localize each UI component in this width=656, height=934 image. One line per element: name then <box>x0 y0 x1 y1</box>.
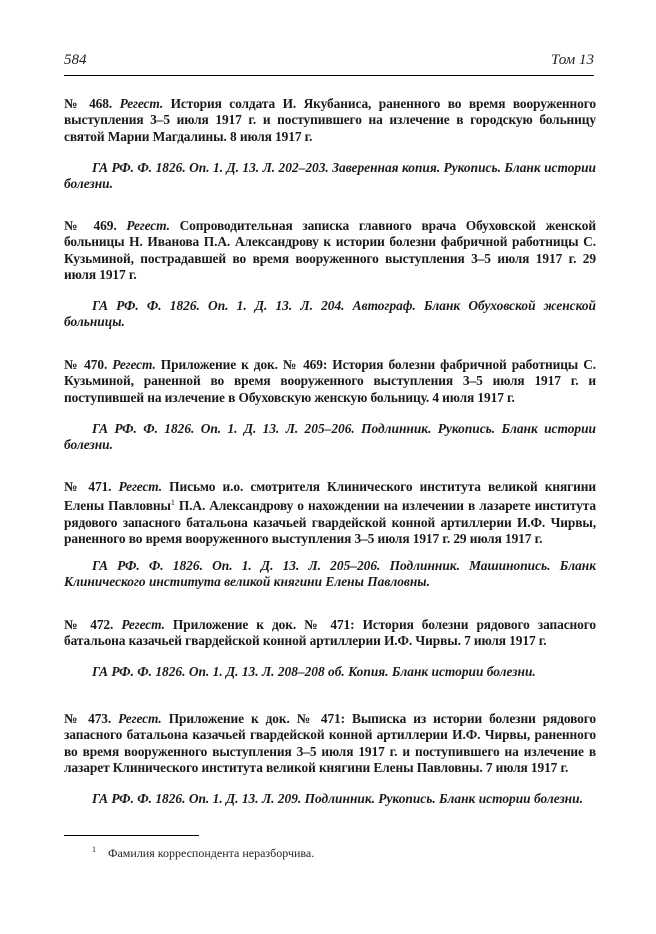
entry-text: История солдата И. Якубаниса, раненного во время вооруженного выступления 3–5 июля 1917 г. и поступившего на излечение в городскую больницу святой Марии Магдалины. 8 июля 1917 г. <box>64 96 596 144</box>
entry-470-source <box>64 421 596 454</box>
entry-text: Сопроводительная записка главного врача Обуховской женской больницы Н. Иванова П.А. Александрову к истории болезни фабричной работницы С. Кузьминой, пострадавшей во время вооруженного выступления 3–5 июля 1917 г. 29 июля 1917 г. <box>64 218 597 283</box>
entry-472-source <box>64 664 596 680</box>
entry-473 <box>64 711 596 777</box>
entry-471-source <box>64 558 596 591</box>
entry-473-source <box>64 791 596 807</box>
entry-label: Регест. <box>118 479 163 494</box>
entry-label: Регест. <box>126 218 170 233</box>
entry-468 <box>64 96 596 145</box>
footnote <box>92 845 314 861</box>
source-text: ГА РФ. Ф. 1826. Оп. 1. Д. 13. Л. 205–206. Подлинник. Машинопись. Бланк Клинического института великой княгини Елены Павловны. <box>64 558 596 590</box>
source-text: ГА РФ. Ф. 1826. Оп. 1. Д. 13. Л. 204. Автограф. Бланк Обуховской женской больницы. <box>64 298 596 330</box>
entry-text: Приложение к док. № 471: Выписка из истории болезни рядового запасного батальона казачьей гвардейской конной артиллерии И.Ф. Чирвы, раненного во время вооруженного выступления 3–5 июля 1917 г. и поступившего на излечение в лазарет Клинического института великой княгини Елены Павловны. 7 июля 1917 г. <box>64 711 596 776</box>
source-text: ГА РФ. Ф. 1826. Оп. 1. Д. 13. Л. 208–208 об. Копия. Бланк истории болезни. <box>92 664 536 679</box>
entry-text: Письмо и.о. смотрителя Клинического института великой княгини Елены Павловны <box>64 479 596 514</box>
entry-number: № 468. <box>64 96 113 111</box>
entry-text: Приложение к док. № 469: История болезни фабричной работницы С. Кузьминой, раненной во время вооруженного выступления 3–5 июля 1917 г. и поступившей на излечение в Обуховскую женскую больницу. 4 июля 1917 г. <box>64 357 597 405</box>
entry-label: Регест. <box>118 711 162 726</box>
source-text: ГА РФ. Ф. 1826. Оп. 1. Д. 13. Л. 205–206. Подлинник. Рукопись. Бланк истории болезни. <box>64 421 596 453</box>
entry-text: Приложение к док. № 471: История болезни рядового запасного батальона казачьей гвардейской конной артиллерии И.Ф. Чирвы. 7 июля 1917 г. <box>64 617 597 649</box>
entry-label: Регест. <box>121 617 165 632</box>
source-text: ГА РФ. Ф. 1826. Оп. 1. Д. 13. Л. 202–203. Заверенная копия. Рукопись. Бланк истории болезни. <box>64 160 596 192</box>
entry-472 <box>64 617 596 650</box>
entry-number: № 472. <box>64 617 114 632</box>
entry-text: П.А. Александрову о нахождении на излечении в лазарете института рядового запасного батальона казачьей гвардейской конной артиллерии И.Ф. Чирвы, раненного во время вооруженного выступления 3–5 июля 1917 г. 29 июля 1917 г. <box>64 498 596 547</box>
footnote-rule <box>64 835 199 836</box>
footnote-text: Фамилия корреспондента неразборчива. <box>108 846 315 860</box>
entry-470 <box>64 357 596 406</box>
footnote-mark: 1 <box>92 845 96 854</box>
source-text: ГА РФ. Ф. 1826. Оп. 1. Д. 13. Л. 209. Подлинник. Рукопись. Бланк истории болезни. <box>92 791 583 806</box>
entry-label: Регест. <box>112 357 156 372</box>
entry-469 <box>64 218 596 284</box>
page-number: 584 <box>64 52 87 68</box>
entry-number: № 473. <box>64 711 112 726</box>
entry-number: № 471. <box>64 479 112 494</box>
footnote-reference: 1 <box>170 498 175 508</box>
header-rule <box>64 75 594 76</box>
entry-468-source <box>64 160 596 193</box>
volume-label: Том 13 <box>550 52 594 68</box>
entry-number: № 469. <box>64 218 117 233</box>
entry-label: Регест. <box>119 96 164 111</box>
page-header <box>64 48 594 74</box>
entry-471 <box>64 479 596 548</box>
entry-number: № 470. <box>64 357 108 372</box>
entry-469-source <box>64 298 596 331</box>
